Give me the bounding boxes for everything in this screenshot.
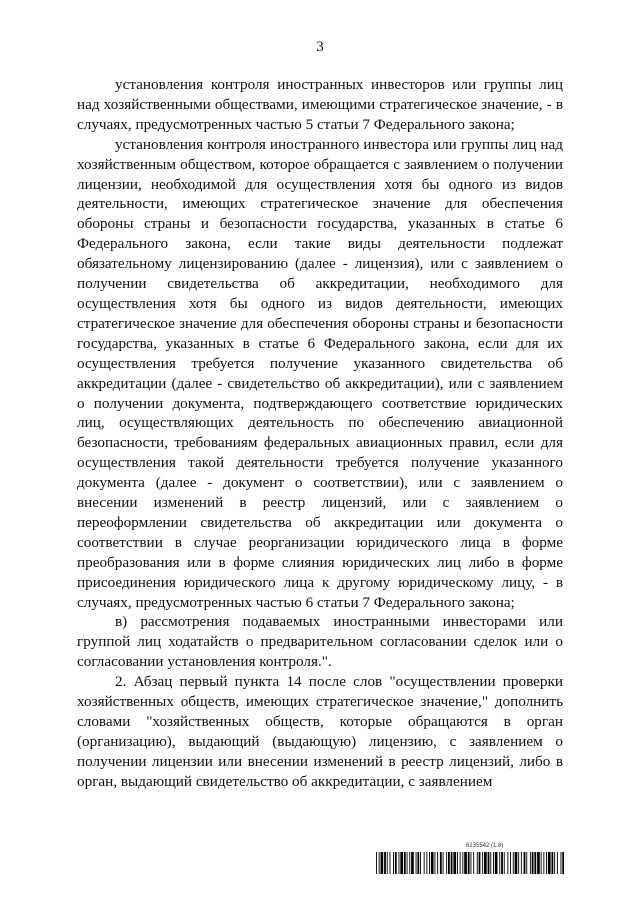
paragraph: в) рассмотрения подаваемых иностранными инвесторами или группой лиц ходатайств о предварительном согласовании сделок или о согласовании установления контроля.".	[77, 613, 563, 671]
barcode-label: 6135542 (1.8)	[466, 843, 504, 849]
paragraph: установления контроля иностранного инвестора или группы лиц над хозяйственным обществом, которое обращается с заявлением о получении лицензии, необходимой для осуществления хотя бы одного из видов деятельности, имеющих стратегическое значение для обеспечения обороны страны и безопасности государства, указанных в статье 6 Федерального закона, если такие виды деятельности подлежат обязательному лицензированию (далее - лицензия), или с заявлением о получении свидетельства об аккредитации, необходимого для осуществления хотя бы одного из видов деятельности, имеющих стратегическое значение для обеспечения обороны страны и безопасности государства, указанных в статье 6 Федерального закона, если для их осуществления требуется получение указанного свидетельства об аккредитации (далее - свидетельство об аккредитации), или с заявлением о получении документа, подтверждающего соответствие юридических лиц, осуществляющих деятельность по обеспечению авиационной безопасности, требованиям федеральных авиационных правил, если для осуществления такой деятельности требуется получение указанного документа (далее - документ о соответствии), или с заявлением о внесении изменений в реестр лицензий, или с заявлением о переоформлении свидетельства об аккредитации или документа о соответствии в случае реорганизации юридического лица в форме преобразования или в форме слияния юридических лиц либо в форме присоединения юридического лица к другому юридическому лицу, - в случаях, предусмотренных частью 6 статьи 7 Федерального закона;	[77, 135, 563, 611]
barcode-image	[376, 852, 564, 874]
paragraph: установления контроля иностранных инвесторов или группы лиц над хозяйственными обществами, имеющими стратегическое значение, - в случаях, предусмотренных частью 5 статьи 7 Федерального закона;	[77, 76, 563, 133]
body-text	[77, 75, 563, 792]
paragraph: 2. Абзац первый пункта 14 после слов "осуществлении проверки хозяйственных обществ, имеющих стратегическое значение," дополнить словами "хозяйственных обществ, которые обращаются в орган (организацию), выдающий (выдающую) лицензию, с заявлением о получении лицензии или внесении изменений в реестр лицензий, либо в орган, выдающий свидетельство об аккредитации, с заявлением	[77, 673, 563, 790]
page-number: 3	[316, 39, 324, 55]
